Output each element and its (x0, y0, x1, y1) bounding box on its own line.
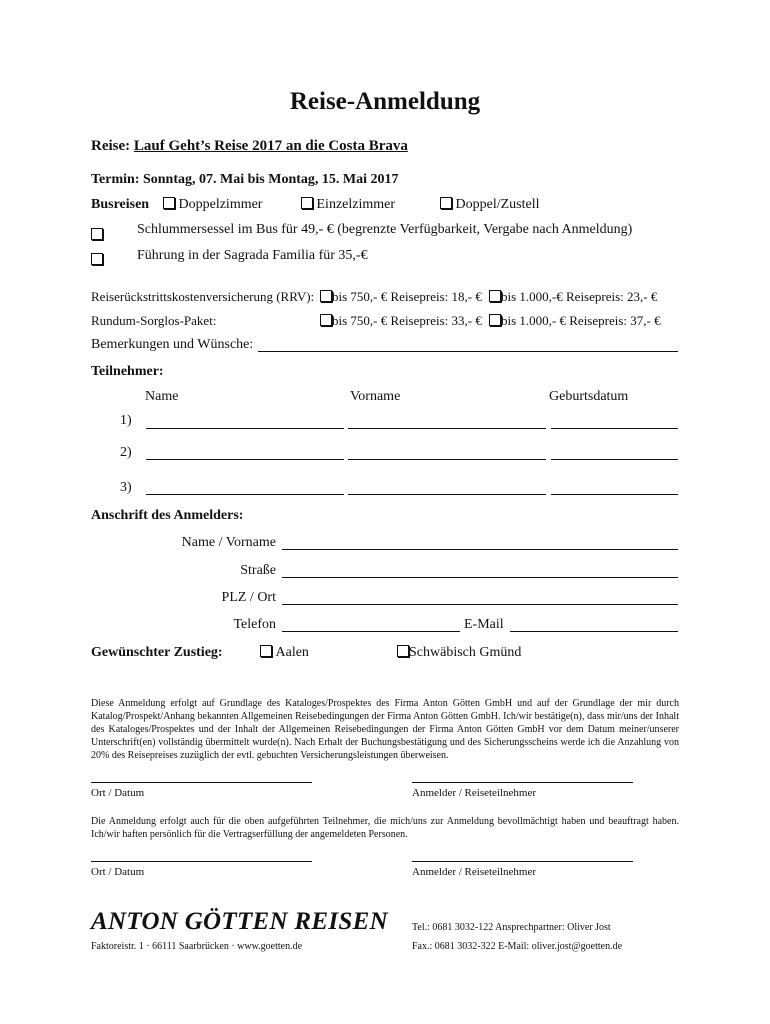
phone-field[interactable] (282, 631, 460, 632)
name-field[interactable] (282, 549, 678, 550)
footer-tel: Tel.: 0681 3032-122 Ansprechpartner: Oliver Jost (412, 922, 611, 933)
option-label: Doppelzimmer (178, 197, 263, 212)
participant-3-vorname-field[interactable] (348, 494, 546, 495)
phone-label: Telefon (233, 617, 276, 632)
participant-2-name-field[interactable] (146, 459, 344, 460)
checkbox[interactable] (397, 645, 409, 657)
option-label: Schwäbisch Gmünd (409, 645, 522, 660)
participant-3-birthdate-field[interactable] (551, 494, 678, 495)
rrv-option-750[interactable] (320, 289, 482, 305)
column-geburtsdatum: Geburtsdatum (549, 389, 629, 404)
option-label: bis 1.000,- € Reisepreis: 37,- € (501, 313, 661, 328)
option-label: Einzelzimmer (316, 197, 396, 212)
option-label: bis 1.000,-€ Reisepreis: 23,- € (501, 289, 658, 304)
paket-option-1000[interactable] (489, 313, 661, 329)
boarding-label: Gewünschter Zustieg: (91, 645, 223, 660)
paket-option-750[interactable] (320, 313, 482, 329)
participant-row-number: 3) (120, 480, 132, 495)
remarks-label: Bemerkungen und Wünsche: (91, 337, 254, 352)
remarks-field[interactable] (258, 351, 678, 352)
street-label: Straße (240, 563, 276, 578)
participant-1-name-field[interactable] (146, 428, 344, 429)
participants-heading: Teilnehmer: (91, 364, 164, 379)
signer-label: Anmelder / Reiseteilnehmer (412, 866, 537, 878)
checkbox[interactable] (320, 314, 332, 326)
checkbox[interactable] (489, 290, 501, 302)
legal-text-terms: Diese Anmeldung erfolgt auf Grundlage des Kataloges/Prospektes des Firma Anton Götten GmbH und auf der Grundlage der mir durch Katalog/Prospekt/Anhang bekannten Allgemeinen Reisebedingungen der Firma Anton Götten GmbH. Ich/wir bestätige(n), dass mir/uns der Inhalt des Kataloges/Prospektes und der Inhalt der Allgemeinen Reisebedingungen der Firma Anton Götten GmbH vor dem Datum meiner/unserer Unterschrift(en) vollständig übermittelt wurde(n). Nach Erhalt der Buchungsbestätigung und des Sicherungsscheins werde ich die Anzahlung von 20% des Reisepreises zuzüglich der evtl. gebuchten Versicherungsleistungen überweisen. (91, 698, 679, 761)
trip-line: Reise: Lauf Geht’s Reise 2017 an die Costa Brava (91, 138, 408, 154)
signer-label: Anmelder / Reiseteilnehmer (412, 787, 537, 799)
signature-place-date-field[interactable] (91, 861, 312, 862)
option-label: bis 750,- € Reisepreis: 33,- € (332, 313, 482, 328)
checkbox-sagrada-familia[interactable] (91, 253, 103, 265)
city-field[interactable] (282, 604, 678, 605)
trip-dates: Termin: Sonntag, 07. Mai bis Montag, 15. Mai 2017 (91, 172, 399, 187)
trip-label: Reise (91, 138, 126, 154)
rrv-option-1000[interactable] (489, 289, 657, 305)
option-doppel-zustell[interactable] (440, 197, 540, 213)
rrv-label: Reiserückstrittskostenversicherung (RRV): (91, 289, 315, 304)
address-heading: Anschrift des Anmelders: (91, 508, 244, 523)
boarding-option-aalen[interactable] (260, 645, 309, 661)
checkbox-schlummersessel[interactable] (91, 228, 103, 240)
footer-address: Faktoreistr. 1 · 66111 Saarbrücken · www.goetten.de (91, 941, 303, 952)
checkbox[interactable] (260, 645, 272, 657)
extra-schlummersessel: Schlummersessel im Bus für 49,- € (begrenzte Verfügbarkeit, Vergabe nach Anmeldung) (137, 222, 633, 237)
signature-place-date-field[interactable] (91, 782, 312, 783)
checkbox[interactable] (489, 314, 501, 326)
trip-name: Lauf Geht’s Reise 2017 an die Costa Brava (133, 138, 408, 154)
column-vorname: Vorname (350, 389, 401, 404)
option-label: bis 750,- € Reisepreis: 18,- € (332, 289, 482, 304)
email-label: E-Mail (464, 617, 504, 632)
brand-logo: ANTON GÖTTEN REISEN (91, 908, 388, 935)
page-title: Reise-Anmeldung (289, 88, 481, 115)
participant-row-number: 1) (120, 413, 132, 428)
option-doppelzimmer[interactable] (163, 197, 262, 213)
checkbox[interactable] (301, 197, 313, 209)
checkbox[interactable] (163, 197, 175, 209)
option-einzelzimmer[interactable] (301, 197, 395, 213)
checkbox[interactable] (320, 290, 332, 302)
place-date-label: Ort / Datum (91, 787, 145, 799)
participant-2-vorname-field[interactable] (348, 459, 546, 460)
name-label: Name / Vorname (181, 535, 276, 550)
paket-label: Rundum-Sorglos-Paket: (91, 313, 217, 328)
email-field[interactable] (510, 631, 678, 632)
option-label: Aalen (275, 645, 309, 660)
participant-1-vorname-field[interactable] (348, 428, 546, 429)
footer-fax: Fax.: 0681 3032-322 E-Mail: oliver.jost@goetten.de (412, 941, 623, 952)
boarding-option-schwaebisch-gmuend[interactable] (397, 645, 521, 661)
city-label: PLZ / Ort (221, 590, 276, 605)
participant-3-name-field[interactable] (146, 494, 344, 495)
extra-sagrada-familia: Führung in der Sagrada Familia für 35,-€ (137, 248, 368, 263)
place-date-label: Ort / Datum (91, 866, 145, 878)
signature-signer-field[interactable] (412, 782, 633, 783)
participant-row-number: 2) (120, 445, 132, 460)
busreisen-label: Busreisen (91, 197, 150, 212)
street-field[interactable] (282, 577, 678, 578)
column-name: Name (145, 389, 179, 404)
option-label: Doppel/Zustell (455, 197, 540, 212)
signature-signer-field[interactable] (412, 861, 633, 862)
participant-2-birthdate-field[interactable] (551, 459, 678, 460)
checkbox[interactable] (440, 197, 452, 209)
legal-text-authorization: Die Anmeldung erfolgt auch für die oben aufgeführten Teilnehmer, die mich/uns zur Anmeldung bevollmächtigt haben und beauftragt haben. Ich/wir haften persönlich für die Vertragserfüllung der angemeldeten Personen. (91, 816, 679, 840)
participant-1-birthdate-field[interactable] (551, 428, 678, 429)
